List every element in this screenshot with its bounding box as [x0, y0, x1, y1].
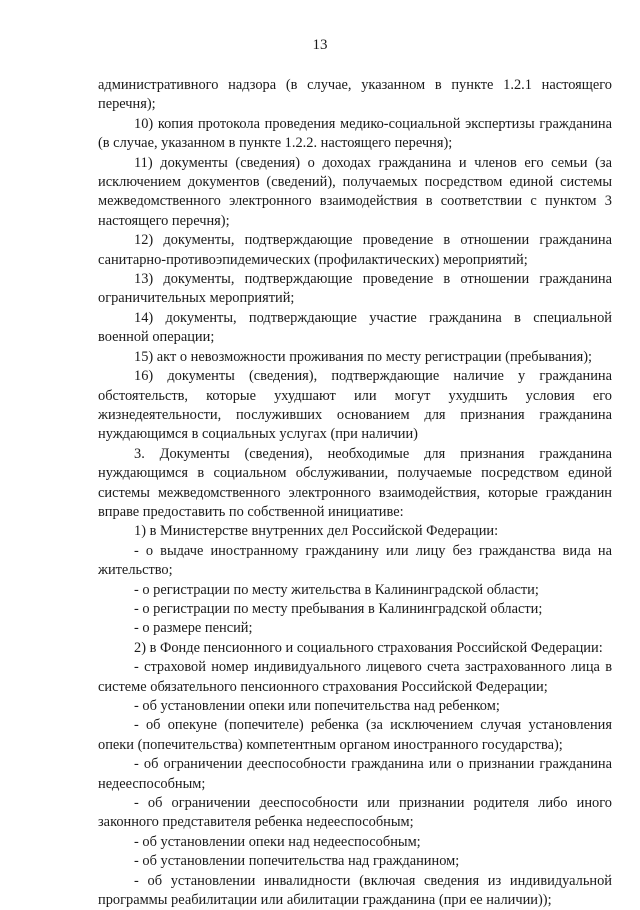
list-item: - об установлении опеки или попечительства над ребенком;: [134, 698, 500, 714]
list-item: - об ограничении дееспособности или признании родителя либо иного законного представителя ребенка недееспособным;: [98, 795, 612, 831]
list-item: - страховой номер индивидуального лицевого счета застрахованного лица в системе обязательного пенсионного страхования Российской Федерации;: [98, 659, 612, 695]
list-item: - о регистрации по месту пребывания в Калининградской области;: [134, 600, 543, 617]
list-item: - об установлении попечительства над гражданином;: [134, 853, 460, 870]
list-item: - о регистрации по месту жительства в Калининградской области;: [134, 581, 539, 598]
list-item: 10) копия протокола проведения медико-социальной экспертизы гражданина (в случае, указанном в пункте 1.2.2. настоящего перечня);: [98, 115, 612, 152]
list-item: 1) в Министерстве внутренних дел Российской Федерации:: [134, 523, 499, 540]
list-item: - об установлении инвалидности (включая сведения из индивидуальной программы реабилитации или абилитации гражданина (при ее наличии));: [98, 872, 612, 909]
list-item: 11) документы (сведения) о доходах гражданина и членов его семьи (за исключением документов (сведений), получаемых посредством единой системы межведомственного электронного взаимодействия в соответствии с пунктом 3 настоящего перечня);: [98, 154, 612, 229]
list-item: 14) документы, подтверждающие участие гражданина в специальной военной операции;: [98, 309, 612, 346]
list-item: 12) документы, подтверждающие проведение в отношении гражданина санитарно-противоэпидемических (профилактических) мероприятий;: [98, 232, 612, 268]
list-item: - об опекуне (попечителе) ребенка (за исключением случая установления опеки (попечительства) компетентным органом иностранного государства);: [98, 717, 612, 753]
list-item: 16) документы (сведения), подтверждающие наличие у гражданина обстоятельств, которые ухудшают или могут ухудшить условия его жизнедеятельности, послуживших основанием для признания гражданина нуждающимся в социальных услугах (при наличии): [98, 368, 612, 443]
paragraph: административного надзора (в случае, указанном в пункте 1.2.1 настоящего перечня);: [98, 77, 612, 113]
document-body: [98, 76, 612, 910]
list-item: 13) документы, подтверждающие проведение в отношении гражданина ограничительных мероприятий;: [98, 271, 612, 307]
list-item: - о размере пенсий;: [134, 620, 253, 637]
section-paragraph: 3. Документы (сведения), необходимые для признания гражданина нуждающимся в социальном обслуживании, получаемые посредством единой системы межведомственного электронного взаимодействия, которые гражданин вправе предоставить по собственной инициативе:: [98, 445, 612, 520]
list-item: - о выдаче иностранному гражданину или лицу без гражданства вида на жительство;: [98, 542, 612, 579]
list-item: 15) акт о невозможности проживания по месту регистрации (пребывания);: [134, 348, 593, 365]
page-number: 13: [312, 37, 328, 53]
list-item: - об ограничении дееспособности гражданина или о признании гражданина недееспособным;: [98, 756, 612, 792]
list-item: - об установлении опеки над недееспособным;: [134, 833, 421, 850]
list-item: 2) в Фонде пенсионного и социального страхования Российской Федерации:: [134, 639, 603, 656]
